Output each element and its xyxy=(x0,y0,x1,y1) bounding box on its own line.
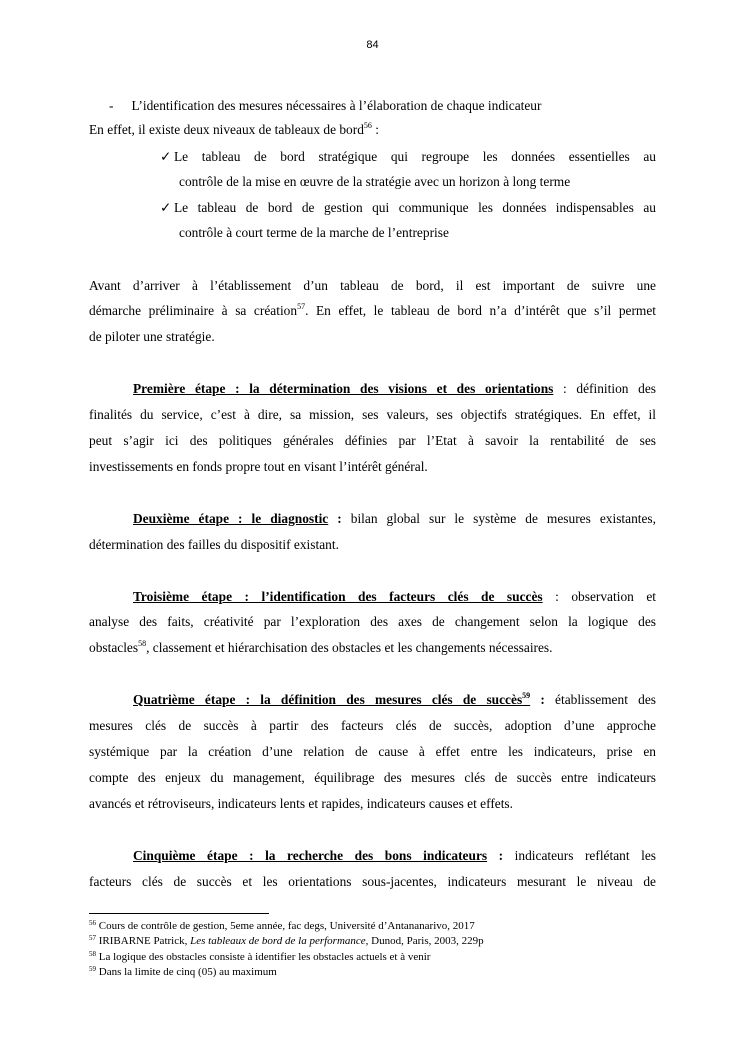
step2-line-2: détermination des failles du dispositif existant. xyxy=(89,537,339,552)
footnote-number: 58 xyxy=(89,949,96,958)
step5-line-1 xyxy=(133,848,656,864)
footnote-book-title: Les tableaux de bord de la performance xyxy=(190,935,366,948)
step1-line-4: investissements en fonds propre tout en visant l’intérêt général. xyxy=(89,459,428,474)
footnote-59 xyxy=(89,965,484,980)
checklist-item-2-text: Le tableau de bord de gestion qui communique les données indispensables au xyxy=(174,200,656,215)
footnote-text: Dans la limite de cinq (05) au maximum xyxy=(98,966,277,979)
checklist-item-1-line-2: contrôle de la mise en œuvre de la stratégie avec un horizon à long terme xyxy=(179,174,571,189)
step2-colon: : xyxy=(328,511,342,526)
footnote-57 xyxy=(89,934,484,949)
levels-line xyxy=(89,122,379,138)
footnote-text: La logique des obstacles consiste à identifier les obstacles actuels et à venir xyxy=(98,950,431,963)
checklist-item-1-text: Le tableau de bord stratégique qui regroupe les données essentielles au xyxy=(174,149,656,164)
preamble-text-b: . En effet, le tableau de bord n’a d’intérêt que s’il permet xyxy=(305,303,656,318)
levels-text: En effet, il existe deux niveaux de tableaux de bord xyxy=(89,122,364,137)
footnote-ref-57[interactable]: 57 xyxy=(297,302,306,311)
footnote-separator xyxy=(89,913,269,914)
step4-title xyxy=(133,692,530,707)
step5-colon: : xyxy=(487,848,504,863)
levels-colon: : xyxy=(371,122,379,137)
step3-line-1 xyxy=(133,589,656,605)
step3-text-b: , classement et hiérarchisation des obstacles et les changements nécessaires. xyxy=(146,640,553,655)
step5-title: Cinquième étape : la recherche des bons indicateurs xyxy=(133,848,488,863)
step5-line-2: facteurs clés de succès et les orientations sous-jacentes, indicateurs mesurant le niveau de xyxy=(89,874,656,889)
checklist-item-1-line-1 xyxy=(160,149,656,165)
bullet-line xyxy=(109,98,541,114)
preamble-line-3: de piloter une stratégie. xyxy=(89,329,215,344)
step2-title: Deuxième étape : le diagnostic xyxy=(133,511,329,526)
step3-title: Troisième étape : l’identification des facteurs clés de succès xyxy=(133,589,543,604)
footnote-text: IRIBARNE Patrick, xyxy=(98,935,191,948)
step2-rest: bilan global sur le système de mesures existantes, xyxy=(341,511,656,526)
footnote-ref-58[interactable]: 58 xyxy=(138,639,147,648)
step4-line-4: compte des enjeux du management, équilibrage des mesures clés de succès entre indicateurs xyxy=(89,770,656,785)
footnotes xyxy=(89,919,484,981)
checklist-item-2-line-1 xyxy=(160,200,656,216)
bullet-text: L’identification des mesures nécessaires à l’élaboration de chaque indicateur xyxy=(131,98,542,113)
footnote-ref-59[interactable]: 59 xyxy=(522,691,531,700)
step1-line-2: finalités du service, c’est à dire, sa mission, ses valeurs, ses objectifs stratégiques. En effet, il xyxy=(89,407,656,422)
step3-line-3 xyxy=(89,640,553,656)
footnote-text: Cours de contrôle de gestion, 5eme année, fac degs, Université d’Antananarivo, 2017 xyxy=(98,920,475,932)
bullet-dash: - xyxy=(109,98,114,113)
footnote-number: 57 xyxy=(89,934,96,943)
step3-line-2: analyse des faits, créativité par l’exploration des axes de changement selon la logique des xyxy=(89,614,656,629)
page-number: 84 xyxy=(366,39,379,51)
preamble-line-2 xyxy=(89,303,656,319)
preamble-line-1: Avant d’arriver à l’établissement d’un tableau de bord, il est important de suivre une xyxy=(89,278,656,293)
step3-rest: : observation et xyxy=(542,589,656,604)
footnote-text-end: , Dunod, Paris, 2003, 229p xyxy=(365,935,484,948)
footnote-number: 59 xyxy=(89,965,96,974)
step5-rest: indicateurs reflétant les xyxy=(503,848,657,863)
footnote-number: 56 xyxy=(89,919,96,927)
preamble-text-a: démarche préliminaire à sa création xyxy=(89,303,298,318)
step2-line-1 xyxy=(133,511,656,527)
step4-line-1 xyxy=(133,692,656,708)
step1-line-1 xyxy=(133,381,656,397)
checkmark-icon: ✓ xyxy=(160,149,172,164)
footnote-ref-56[interactable]: 56 xyxy=(363,121,372,130)
step4-line-5: avancés et rétroviseurs, indicateurs lents et rapides, indicateurs causes et effets. xyxy=(89,796,513,811)
checklist-item-2-line-2: contrôle à court terme de la marche de l’entreprise xyxy=(179,225,449,240)
step4-title-text: Quatrième étape : la définition des mesures clés de succès xyxy=(133,692,523,707)
footnote-56 xyxy=(89,919,484,934)
step3-text-a: obstacles xyxy=(89,640,139,655)
step4-colon: : xyxy=(530,692,545,707)
checkmark-icon: ✓ xyxy=(160,200,172,215)
step4-rest: établissement des xyxy=(544,692,656,707)
step1-rest: : définition des xyxy=(553,381,656,396)
footnote-58 xyxy=(89,950,484,965)
step4-line-3: systémique par la création d’une relation de cause à effet entre les indicateurs, prise en xyxy=(89,744,656,759)
step1-title: Première étape : la détermination des visions et des orientations xyxy=(133,381,554,396)
step1-line-3: peut s’agir ici des politiques générales définies par l’Etat à savoir la rentabilité de ses xyxy=(89,433,656,448)
step4-line-2: mesures clés de succès à partir des facteurs clés de succès, adoption d’une approche xyxy=(89,718,656,733)
